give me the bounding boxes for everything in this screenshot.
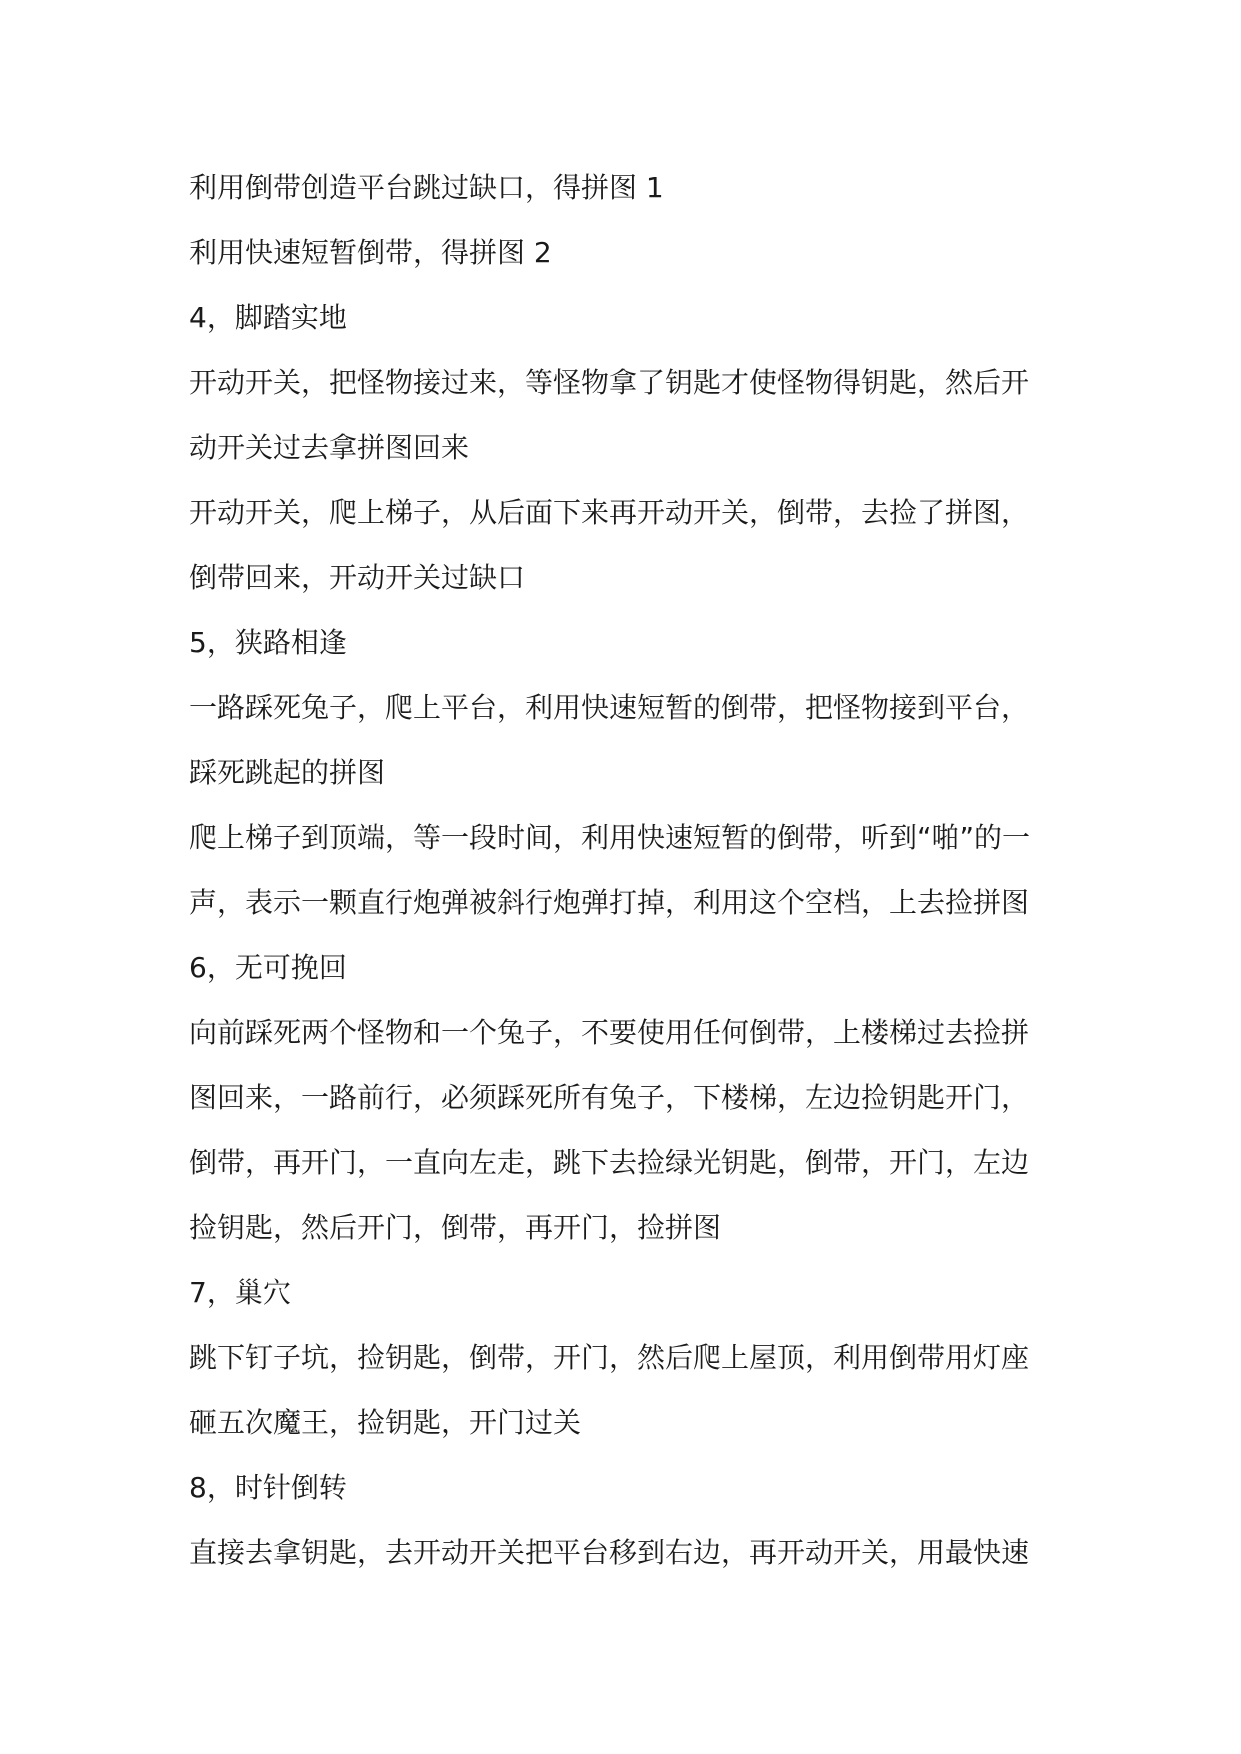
section-heading: 8，时针倒转: [189, 1471, 347, 1504]
text-line: 利用倒带创造平台跳过缺口，得拼图 1: [189, 171, 664, 204]
text-line: 向前踩死两个怪物和一个兔子，不要使用任何倒带，上楼梯过去捡拼: [189, 1016, 1030, 1049]
text-line: 开动开关，爬上梯子，从后面下来再开动开关，倒带，去捡了拼图，: [189, 496, 1030, 529]
text-line: 倒带，再开门，一直向左走，跳下去捡绿光钥匙，倒带，开门，左边: [189, 1146, 1030, 1179]
text-line: 声，表示一颗直行炮弹被斜行炮弹打掉，利用这个空档，上去捡拼图: [189, 886, 1030, 919]
text-line: 一路踩死兔子，爬上平台，利用快速短暂的倒带，把怪物接到平台，: [189, 691, 1030, 724]
text-line: 图回来，一路前行，必须踩死所有兔子，下楼梯，左边捡钥匙开门，: [189, 1081, 1030, 1114]
section-heading: 4，脚踏实地: [189, 301, 347, 334]
text-line: 跳下钉子坑，捡钥匙，倒带，开门，然后爬上屋顶，利用倒带用灯座: [189, 1341, 1030, 1374]
section-heading: 7，巢穴: [189, 1276, 291, 1309]
text-line: 砸五次魔王，捡钥匙，开门过关: [189, 1406, 582, 1439]
text-line: 利用快速短暂倒带，得拼图 2: [189, 236, 552, 269]
text-line: 动开关过去拿拼图回来: [189, 431, 470, 464]
text-line: 爬上梯子到顶端，等一段时间，利用快速短暂的倒带，听到“啪”的一: [189, 821, 1031, 854]
text-line: 倒带回来，开动开关过缺口: [189, 561, 526, 594]
text-line: 捡钥匙，然后开门，倒带，再开门，捡拼图: [189, 1211, 722, 1244]
text-line: 踩死跳起的拼图: [189, 756, 386, 789]
text-line: 直接去拿钥匙，去开动开关把平台移到右边，再开动开关，用最快速: [189, 1536, 1030, 1569]
section-heading: 5，狭路相逢: [189, 626, 347, 659]
document-body: [189, 155, 1069, 1585]
text-line: 开动开关，把怪物接过来，等怪物拿了钥匙才使怪物得钥匙，然后开: [189, 366, 1030, 399]
section-heading: 6，无可挽回: [189, 951, 347, 984]
